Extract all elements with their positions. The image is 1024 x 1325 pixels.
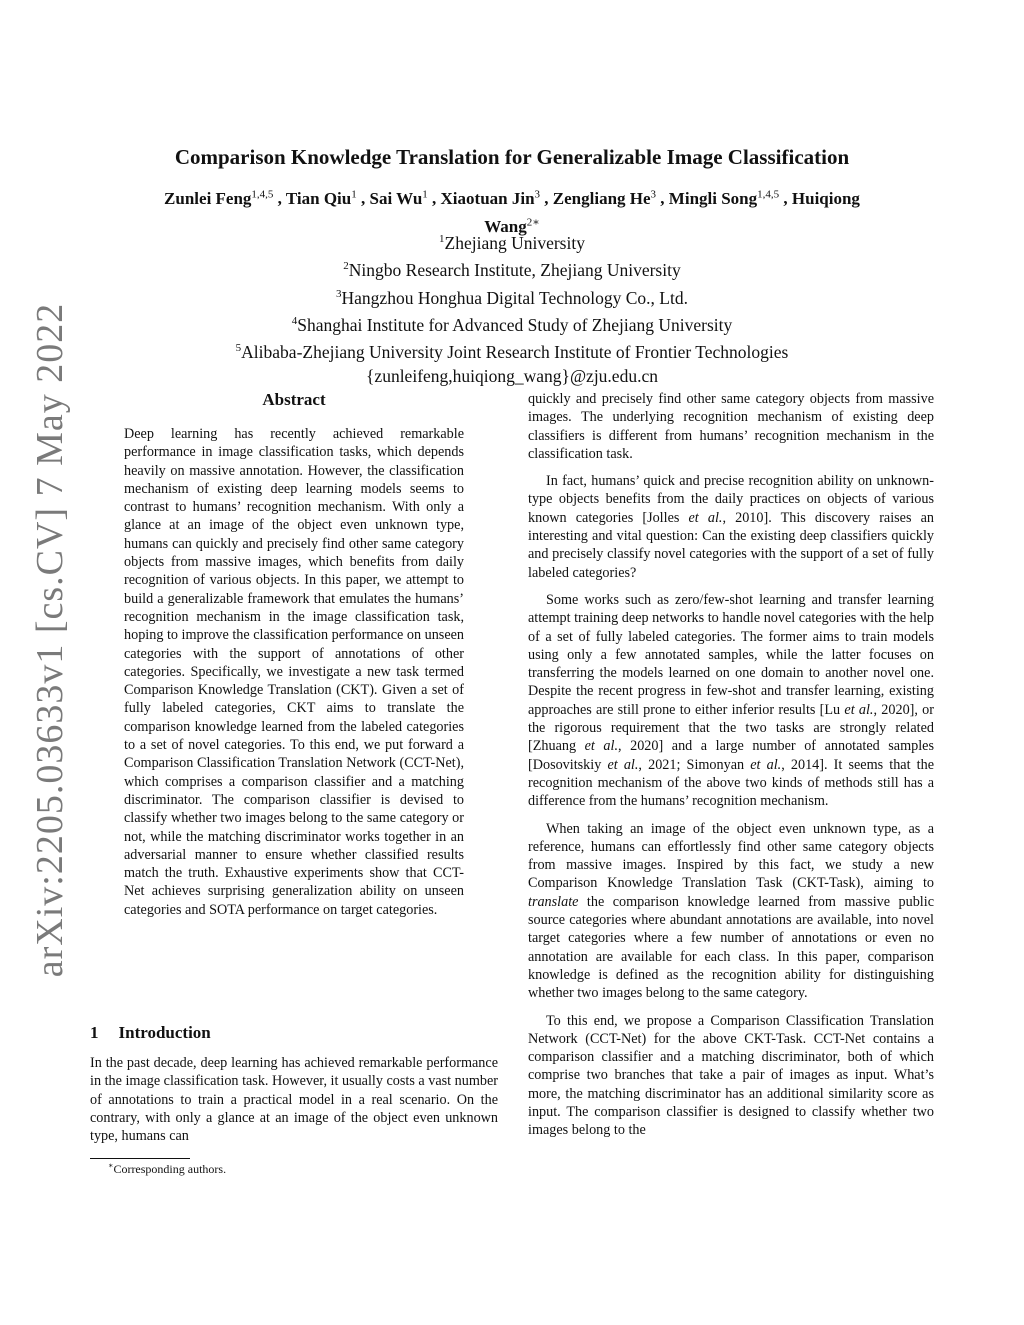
introduction-paragraph (528, 820, 934, 1003)
text-run: In fact, humans’ quick and precise recognition ability on unknown-type objects benefits from the daily practices on objects of various known categories [Jolles (528, 473, 934, 526)
footnote-divider (90, 1158, 190, 1159)
text-run: quickly and precisely find other same category objects from massive images. The underlying recognition mechanism of existing deep classifiers is different from humans’ recognition mechanism in the classification task. (528, 391, 934, 462)
italic-text: et al. (584, 738, 619, 755)
footnote: ∗Corresponding authors. (108, 1161, 227, 1176)
text-run: , 2014]. It seems that the recognition mechanism of the above two kinds of methods still has a difference from the humans’ recognition mechanism. (528, 756, 935, 810)
affiliation: $^1$Zhejiang University (439, 232, 585, 253)
text-run: To this end, we propose a Comparison Classification Translation Network (CCT-Net) for the above CKT-Task. CCT-Net contains a comparison classifier and a matching discriminator, both of which comprise two branches that take a pair of images as input. What’s more, the matching discriminator has an additional similarity score as input. The comparison classifier is designed to classify whether two images belong to the (528, 1012, 934, 1139)
introduction-paragraph (528, 591, 934, 811)
author: Sai Wu$^1$ (369, 188, 428, 208)
affiliation: $^5$Alibaba-Zhejiang University Joint Research Institute of Frontier Technologies (235, 342, 789, 363)
text-run: , 2020], or the rigorous requirement that the two tasks are strongly related [Zhuang (528, 701, 935, 755)
text-run: , 2021; Simonyan (638, 756, 751, 773)
text-run: , 2020] and a large number of annotated samples [Dosovitskiy (528, 738, 934, 773)
introduction-right-column (528, 390, 934, 1140)
introduction-paragraph (528, 390, 934, 463)
introduction-paragraph (528, 472, 934, 582)
paper-title: Comparison Knowledge Translation for Generalizable Image Classification (174, 145, 850, 169)
contact-email: {zunleifeng,huiqiong_wang}@zju.edu.cn (366, 365, 658, 386)
introduction-heading (90, 1023, 211, 1043)
italic-text: et al. (844, 701, 874, 718)
author: Mingli Song$^{1,4,5}$ (668, 188, 780, 208)
introduction-paragraph (528, 1012, 934, 1140)
text-run: the comparison knowledge learned from massive public source categories where abundant annotations are available, into novel target categories where a few number of annotations or even no annotation are available for each class. In this paper, comparison knowledge is defined as the recognition ability for distinguishing whether two images belong to the same category. (528, 893, 934, 1002)
abstract-text: Deep learning has recently achieved remarkable performance in image classification tasks, which depends heavily on massive annotation. However, the classification mechanism of existing deep learning models seems to contrast to humans’ recognition mechanism. With only a glance at an image of the object even unknown type, humans can quickly and precisely find other same category objects from massive images, which benefits from daily recognition of various objects. In this paper, we attempt to build a generalizable framework that emulates the humans’ recognition mechanism in the image classification task, hoping to improve the classification performance on unseen categories with the support of annotations of other categories. Specifically, we investigate a new task termed Comparison Knowledge Translation (CKT). Given a set of fully labeled categories, CKT aims to translate the comparison knowledge learned from the labeled categories to a set of novel categories. To this end, we put forward a Comparison Classification Translation Network (CCT-Net), which comprises a comparison classifier and a matching discriminator. The comparison classifier is devised to classify whether two images belong to the same category or not, while the matching discriminator works together in an adversarial manner to ensure whether classified results match the truth. Exhaustive experiments show that CCT-Net achieves surprising generalization ability on unseen categories and SOTA performance on target categories. (124, 426, 465, 918)
text-run: , 2010]. This discovery raises an interesting and vital question: Can the existing deep classifiers quickly and precisely classify novel categories with the support of a set of fully labeled categories? (528, 509, 934, 581)
introduction-left-column (90, 1054, 498, 1145)
italic-text: et al. (750, 756, 782, 773)
italic-text: et al. (607, 756, 639, 773)
author: Zunlei Feng$^{1,4,5}$ (164, 188, 274, 208)
text-run: Some works such as zero/few-shot learning and transfer learning attempt training deep networks to handle novel categories with the help of a set of fully labeled categories. The former aims to train models using only a few annotated samples, while the latter focuses on transferring the models learned on one domain to another novel one. Despite the recent progress in few-shot and transfer learning, existing approaches are still prone to either inferior results [Lu (528, 591, 934, 718)
author-list: Zunlei Feng$^{1,4,5}$ , Tian Qiu$^1$ , Sai Wu$^1$ , Xiaotuan Jin$^3$ , Zengliang He$^3$ , Mingli Song$^{1,4,5}$ , Huiqiong Wang$^{2∗}$ (164, 188, 860, 237)
affiliation: $^2$Ningbo Research Institute, Zhejiang University (343, 260, 681, 281)
section-number: 1 (90, 1023, 99, 1042)
author: Tian Qiu$^1$ (285, 188, 357, 208)
affiliation: $^3$Hangzhou Honghua Digital Technology Co., Ltd. (336, 287, 688, 308)
abstract-heading: Abstract (262, 390, 326, 409)
author: Huiqiong Wang$^{2∗}$ (484, 188, 860, 237)
text-run: When taking an image of the object even unknown type, as a reference, humans can effortlessly find other same category objects from massive images. Inspired by this fact, we study a new Comparison Knowledge Translation Task (CKT-Task), aiming to (528, 820, 934, 892)
arxiv-identifier-stamp: arXiv:2205.03633v1 [cs.CV] 7 May 2022 (29, 302, 71, 978)
abstract-body (124, 425, 464, 919)
affiliation-list (0, 228, 1024, 388)
author: Xiaotuan Jin$^3$ (440, 188, 541, 208)
author: Zengliang He$^3$ (552, 188, 657, 208)
affiliation: $^4$Shanghai Institute for Advanced Study of Zhejiang University (291, 314, 733, 335)
section-title: Introduction (118, 1023, 211, 1042)
introduction-paragraph: In the past decade, deep learning has achieved remarkable performance in the image classification task. However, it usually costs a vast number of annotations to train a practical model in a real scenario. On the contrary, with only a glance at an image of the object even unknown type, humans can (90, 1055, 499, 1145)
italic-text: translate (528, 893, 579, 910)
italic-text: et al. (688, 509, 723, 526)
